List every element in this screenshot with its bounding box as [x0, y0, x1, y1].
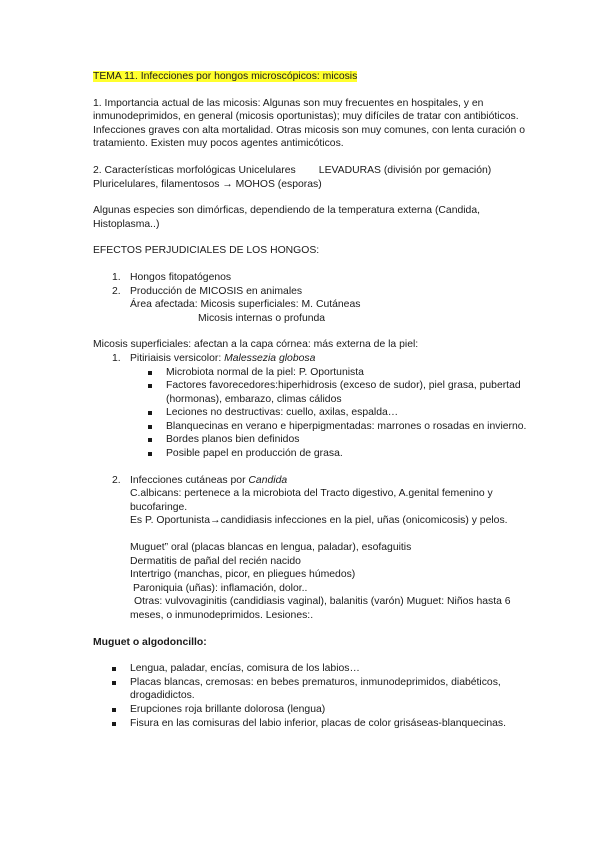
- list-item: 1. Hongos fitopatógenos: [112, 271, 232, 283]
- list-item: Factores favorecedores:hiperhidrosis (exceso de sudor), piel grasa, pubertad (hormonas), embarazo, climas cálidos: [93, 379, 533, 406]
- bullet-icon: [112, 708, 116, 712]
- section-3: Algunas especies son dimórficas, dependiendo de la temperatura externa (Candida, Histoplasma..): [93, 205, 481, 230]
- document-page: [93, 70, 533, 730]
- list-item: Erupciones roja brillante dolorosa (lengua): [93, 703, 533, 717]
- list-item: Fisura en las comisuras del labio inferior, placas de color grisáseas-blanquecinas.: [93, 717, 533, 731]
- list-item: Bordes planos bien definidos: [93, 433, 533, 447]
- list-efectos: 1. Hongos fitopatógenos 2. Producción de MICOSIS en animales Área afectada: Micosis superficiales: M. Cutáneas Micosis internas o profunda: [93, 271, 533, 325]
- bullet-icon: [112, 722, 116, 726]
- bullet-icon: [148, 438, 152, 442]
- list-item: Posible papel en producción de grasa.: [93, 447, 533, 461]
- bullet-icon: [148, 384, 152, 388]
- bullet-icon: [148, 411, 152, 415]
- doc-title: TEMA 11. Infecciones por hongos microscópicos: micosis: [93, 71, 358, 82]
- list-item: Placas blancas, cremosas: en bebes prematuros, inmunodeprimidos, diabéticos, drogadidictos.: [93, 676, 533, 703]
- pitiriasis-item: 1. Pitiriaisis versicolor: Malessezia globosa: [112, 352, 316, 364]
- section-2: 2. Características morfológicas Unicelulares LEVADURAS (división por gemación) Pluricelulares, filamentosos → MOHOS (esporas): [93, 164, 492, 190]
- list-item: Lengua, paladar, encías, comisura de los labios…: [93, 662, 533, 676]
- bullet-icon: [112, 667, 116, 671]
- list-item: Blanquecinas en verano e hiperpigmentadas: marrones o rosadas en invierno.: [93, 420, 533, 434]
- cutaneas-text: C.albicans: pertenece a la microbiota del Tracto digestivo, A.genital femenino y bucofaringe. Es P. Oportunista→candidiasis infecciones en la piel, uñas (onicomicosis) y pelos. Muguet” oral (placas blancas en lengua, paladar), esofaguitis Dermatitis de pañal del recién nacido Intertrigo (manchas, picor, en pliegues húmedos) Paroniquia (uñas): inflamación, dolor.. Otras: vulvovaginitis (candidiasis vaginal), balanitis (varón) Muguet: Niños hasta 6 meses, o inmunodeprimidos. Lesiones:.: [130, 488, 511, 621]
- bullet-icon: [148, 452, 152, 456]
- bullet-icon: [112, 681, 116, 685]
- bullet-icon: [148, 371, 152, 375]
- pitiriasis-list: [93, 366, 533, 461]
- muguet-list: [93, 662, 533, 730]
- muguet-heading: Muguet o algodoncillo:: [93, 636, 207, 648]
- section-1: 1. Importancia actual de las micosis: Algunas son muy frecuentes en hospitales, y en inmunodeprimidos, en general (micosis oportunistas); muy difíciles de tratar con antibióticos. Infecciones graves con alta mortalidad. Otras micosis son muy comunes, con lenta curación o tratamiento. Existen muy pocos agentes antimicóticos.: [93, 97, 525, 150]
- superficiales-intro: Micosis superficiales: afectan a la capa córnea: más externa de la piel:: [93, 339, 419, 351]
- list-item: 2. Producción de MICOSIS en animales: [112, 285, 303, 297]
- bullet-icon: [148, 425, 152, 429]
- cutaneas-item: 2. Infecciones cutáneas por Candida: [112, 474, 288, 486]
- list-item: Microbiota normal de la piel: P. Oportunista: [93, 366, 533, 380]
- list-item: Leciones no destructivas: cuello, axilas, espalda…: [93, 406, 533, 420]
- efectos-heading: EFECTOS PERJUDICIALES DE LOS HONGOS:: [93, 245, 320, 257]
